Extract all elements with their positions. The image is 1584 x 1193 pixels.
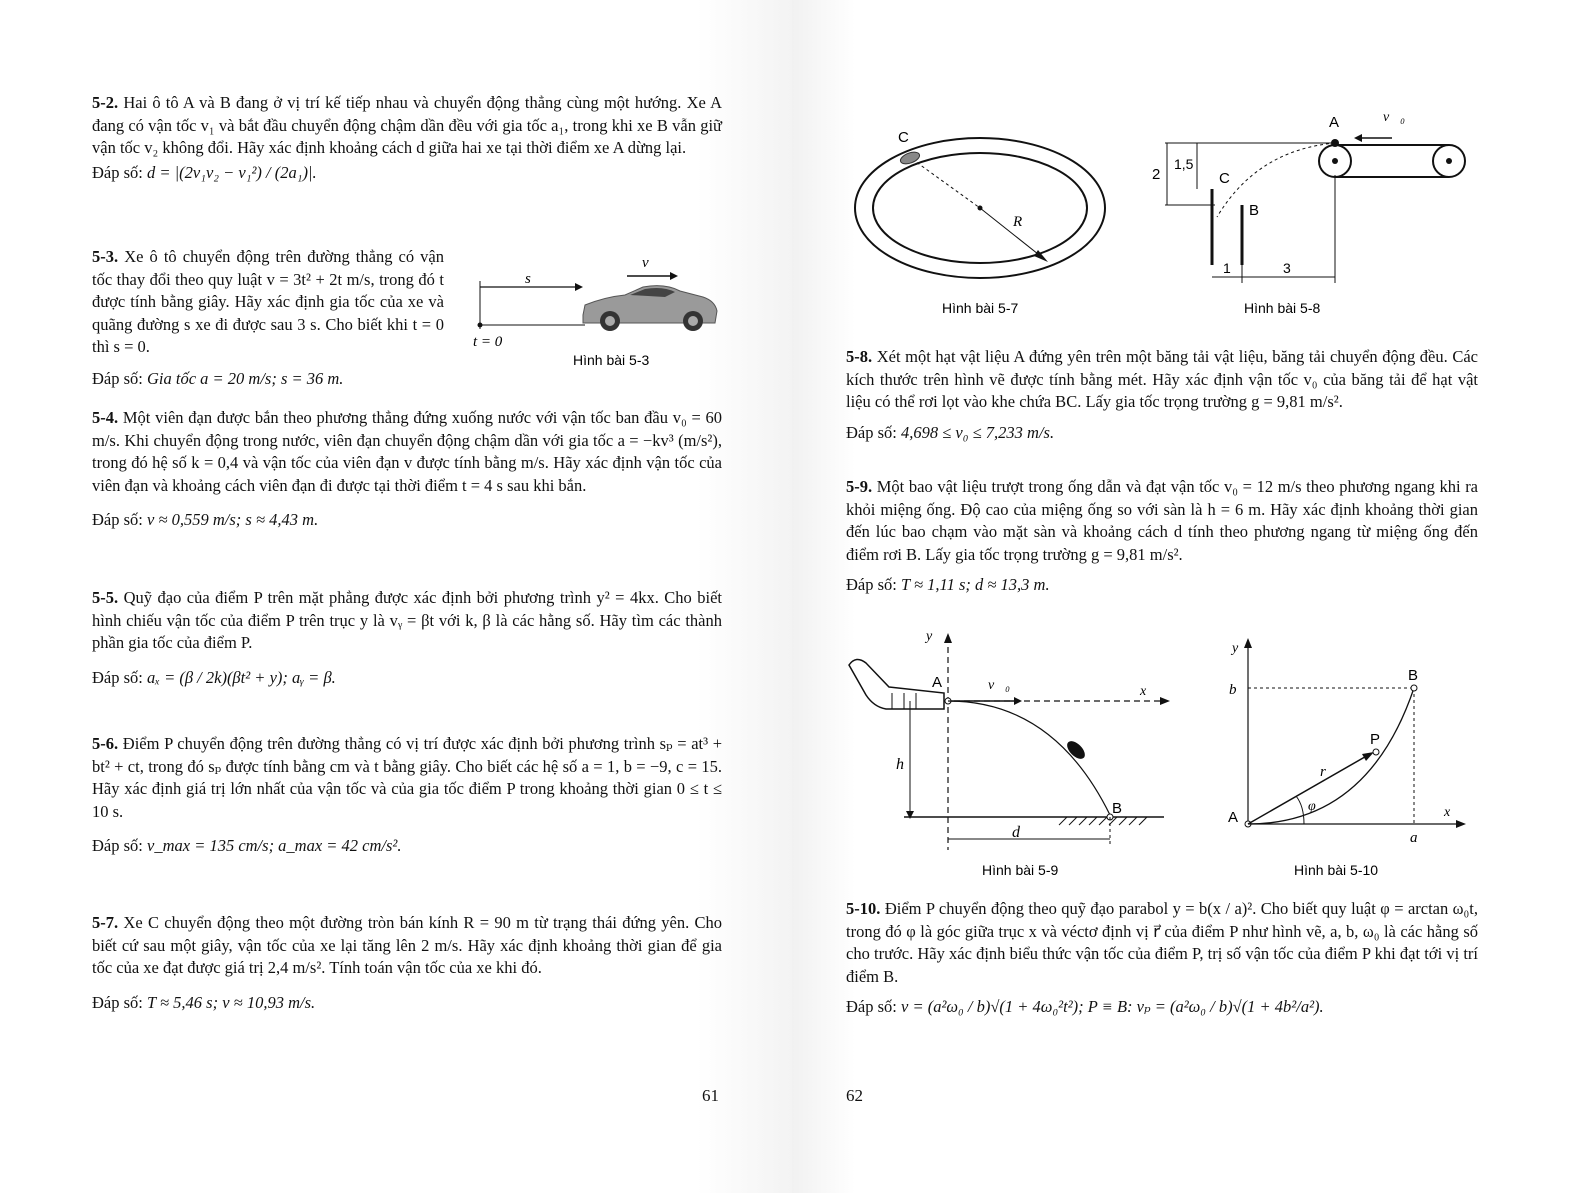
height-arrowhead: [906, 811, 914, 819]
answer-formula: Gia tốc a = 20 m/s; s = 36 m.: [147, 369, 344, 388]
x-axis-arrowhead: [1456, 820, 1466, 828]
y-axis-arrowhead: [944, 633, 952, 643]
point-b: [1411, 685, 1417, 691]
figure-5-8: [1147, 105, 1477, 323]
parabola: [1248, 688, 1414, 824]
v0-arrowhead: [1014, 697, 1022, 705]
problem-number: 5-9.: [846, 477, 873, 496]
problem-text: Điểm P chuyển động trên đường thẳng có vị trí được xác định bởi phương trình sₚ = at³ + bt² + ct, trong đó sₚ được tính bằng cm và t bằng giây. Cho biết các hệ số a = 1, b = −9, c = 15. Hãy xác định giá trị lớn nhất của vận tốc và của gia tốc điểm P trong khoảng thời gian 0 ≤ t ≤ 10 s.: [92, 734, 722, 821]
figure-caption: Hình bài 5-7: [942, 300, 1019, 316]
answer-formula: v ≈ 0,559 m/s; s ≈ 4,43 m.: [147, 510, 319, 529]
center-point: [978, 206, 983, 211]
problem-number: 5-6.: [92, 734, 119, 753]
answer-label: Đáp số:: [92, 836, 143, 855]
answer-formula: aₓ = (β / 2k)(βt² + y); aᵧ = β.: [147, 667, 336, 687]
figure-caption: Hình bài 5-10: [1294, 862, 1379, 878]
phi-label: φ: [1308, 799, 1316, 814]
problem-number: 5-10.: [846, 899, 881, 918]
answer-label: Đáp số:: [92, 667, 143, 687]
problem-5-9: [846, 476, 1478, 597]
bag-icon: [1064, 738, 1088, 762]
page-number: 62: [846, 1086, 863, 1105]
figure-5-7: [850, 118, 1120, 323]
point-a-label: A: [932, 674, 943, 691]
problem-5-2: [92, 92, 722, 184]
answer-formula: d = |(2v₁v₂ − v₁²) / (2a₁)|.: [147, 162, 317, 182]
answer-label: Đáp số:: [92, 510, 143, 529]
figure-5-3: [465, 245, 730, 375]
problem-text: Hai ô tô A và B đang ở vị trí kế tiếp nhau và chuyển động thẳng cùng một hướng. Xe A đang có vận tốc v₁ và bắt đầu chuyển động chậm dần đều với gia tốc a₁, trong khi xe B vẫn giữ vận tốc v₂ không đổi. Hãy xác định khoảng cách d giữa hai xe tại thời điểm xe A dừng lại.: [92, 93, 722, 157]
problem-number: 5-4.: [92, 408, 119, 427]
answer-label: Đáp số:: [846, 575, 897, 594]
right-page: [792, 0, 1584, 1193]
point-b-label: B: [1112, 800, 1123, 817]
problem-5-10: [846, 898, 1478, 1019]
problem-5-6: [92, 733, 722, 858]
y-axis-label: y: [926, 629, 933, 644]
trajectory: [948, 701, 1110, 815]
point-c-label: C: [898, 129, 909, 146]
chute-icon: [849, 659, 944, 709]
point-p: [1373, 749, 1379, 755]
answer-label: Đáp số:: [92, 992, 143, 1012]
x-axis-label: x: [1140, 684, 1147, 699]
position-vector-arrowhead: [1362, 752, 1374, 761]
problem-text: Xe ô tô chuyển động trên đường thẳng có vận tốc thay đổi theo quy luật v = 3t² + 2t m/s, trong đó t được tính bằng giây. Hãy xác định gia tốc của xe và quãng đường s xe đi được sau 3 s. Cho biết khi t = 0 thì s = 0.: [92, 247, 444, 356]
answer-formula: v = (a²ω₀ / b)√(1 + 4ω₀²t²); P ≡ B: vₚ = (a²ω₀ / b)√(1 + 4b²/a²).: [901, 997, 1324, 1016]
figure-caption: Hình bài 5-9: [982, 862, 1059, 878]
car-icon: [583, 286, 717, 331]
trajectory: [1217, 143, 1335, 217]
pulley-left-hub: [1332, 158, 1338, 164]
radius-line: [980, 208, 1043, 258]
v0-label: v⃗₀: [1383, 110, 1405, 125]
figure-5-9: [844, 625, 1184, 883]
point-a-label: A: [1329, 114, 1340, 131]
problem-5-4: [92, 407, 722, 532]
problem-number: 5-7.: [92, 913, 119, 932]
answer-label: Đáp số:: [92, 369, 143, 388]
point-b-label: B: [1408, 667, 1419, 684]
dim-3-label: 3: [1283, 260, 1291, 276]
distance-label: s: [525, 271, 531, 287]
radius-label: R: [1013, 214, 1023, 230]
velocity-arrowhead: [670, 272, 678, 280]
problem-5-8: [846, 346, 1478, 444]
y-axis-arrowhead: [1244, 638, 1252, 648]
dim-2-label: 2: [1152, 166, 1161, 183]
problem-number: 5-5.: [92, 588, 119, 607]
x-axis-arrowhead: [1160, 697, 1170, 705]
answer-label: Đáp số:: [92, 162, 143, 182]
t0-label: t = 0: [473, 334, 503, 350]
y-axis-label: y: [1232, 641, 1239, 656]
problem-number: 5-3.: [92, 247, 119, 266]
dim-1-label: 1: [1223, 260, 1231, 276]
figure-caption: Hình bài 5-8: [1244, 300, 1321, 316]
height-label: h: [896, 756, 904, 773]
problem-text: Điểm P chuyển động theo quỹ đạo parabol y = b(x / a)². Cho biết quy luật φ = arctan ω₀t, trong đó φ là góc giữa trục x và véctơ định vị r⃗ của điểm P như hình vẽ, a, b, ω₀ là các hằng số cho trước. Hãy xác định biểu thức vận tốc của điểm P, trị số vận tốc của điểm P khi đạt tới vị trí điểm B.: [846, 899, 1478, 986]
r-vector-label: r⃗: [1320, 764, 1338, 780]
point-c-label: C: [1219, 170, 1230, 187]
problem-5-7: [92, 912, 722, 1014]
distance-arrowhead: [575, 283, 583, 291]
problem-text: Một viên đạn được bắn theo phương thẳng đứng xuống nước với vận tốc ban đầu v₀ = 60 m/s. Khi chuyển động trong nước, viên đạn chuyển động chậm dần với gia tốc a = −kv³ (m/s²), trong đó hệ số k = 0,4 và vận tốc của viên đạn v được tính bằng m/s. Hãy xác định vận tốc của viên đạn và khoảng cách viên đạn đi được tại thời điểm t = 4 s sau khi bắn.: [92, 408, 723, 495]
problem-number: 5-8.: [846, 347, 873, 366]
problem-text: Quỹ đạo của điểm P trên mặt phẳng được xác định bởi phương trình y² = 4kx. Cho biết hình chiếu vận tốc của điểm P trên trục y là vᵧ = βt với k, β là các hằng số. Hãy tìm các thành phần gia tốc của điểm P.: [92, 588, 723, 652]
problem-5-5: [92, 587, 722, 689]
pulley-right-hub: [1446, 158, 1452, 164]
problem-text: Xe C chuyển động theo một đường tròn bán kính R = 90 m từ trạng thái đứng yên. Cho biết cứ sau một giây, vận tốc của xe lại tăng lên 2 m/s. Hãy xác định khoảng thời gian để gia tốc của xe đạt được giá trị 2,4 m/s². Tính toán vận tốc của xe khi đó.: [92, 913, 722, 977]
answer-formula: T ≈ 5,46 s; v ≈ 10,93 m/s.: [147, 992, 316, 1012]
start-point: [478, 323, 483, 328]
dashed-line: [912, 159, 980, 208]
point-a-label: A: [1228, 809, 1239, 826]
v0-arrowhead: [1354, 134, 1362, 142]
problem-number: 5-2.: [92, 93, 119, 112]
problem-text: Xét một hạt vật liệu A đứng yên trên một băng tải vật liệu, băng tải chuyển động đều. Các kích thước trên hình vẽ được tính bằng mét. Hãy xác định vận tốc v₀ của băng tải để hạt vật liệu có thể rơi lọt vào khe chứa BC. Lấy gia tốc trọng trường g = 9,81 m/s².: [846, 347, 1479, 411]
b-label: b: [1229, 682, 1237, 698]
answer-label: Đáp số:: [846, 997, 897, 1016]
v0-label: v⃗₀: [988, 678, 1010, 693]
answer-label: Đáp số:: [846, 422, 897, 442]
answer-formula: v_max = 135 cm/s; a_max = 42 cm/s².: [147, 836, 402, 855]
figure-caption: Hình bài 5-3: [573, 352, 650, 368]
figure-5-10: [1228, 630, 1473, 883]
page-number: 61: [702, 1086, 719, 1105]
problem-5-3: [92, 246, 444, 359]
dim-15-label: 1,5: [1174, 156, 1194, 172]
answer-formula: 4,698 ≤ v₀ ≤ 7,233 m/s.: [901, 422, 1055, 442]
distance-label: d: [1012, 824, 1020, 841]
problem-text: Một bao vật liệu trượt trong ống dẫn và đạt vận tốc v₀ = 12 m/s theo phương ngang khi ra khỏi miệng ống. Độ cao của miệng ống so với sàn là h = 6 m. Hãy xác định khoảng thời gian đến lúc bao chạm vào mặt sàn và khoảng cách d tính theo phương ngang từ miệng ống đến điểm rơi B. Lấy gia tốc trọng trường g = 9,81 m/s².: [846, 477, 1479, 564]
x-axis-label: x: [1444, 805, 1451, 820]
velocity-label: v⃗: [642, 255, 661, 271]
point-p-label: P: [1370, 731, 1381, 748]
answer-formula: T ≈ 1,11 s; d ≈ 13,3 m.: [901, 575, 1050, 594]
point-b-label: B: [1249, 202, 1260, 219]
floor-hatching: [1059, 817, 1147, 825]
angle-arc: [1296, 796, 1304, 824]
a-label: a: [1410, 830, 1418, 846]
